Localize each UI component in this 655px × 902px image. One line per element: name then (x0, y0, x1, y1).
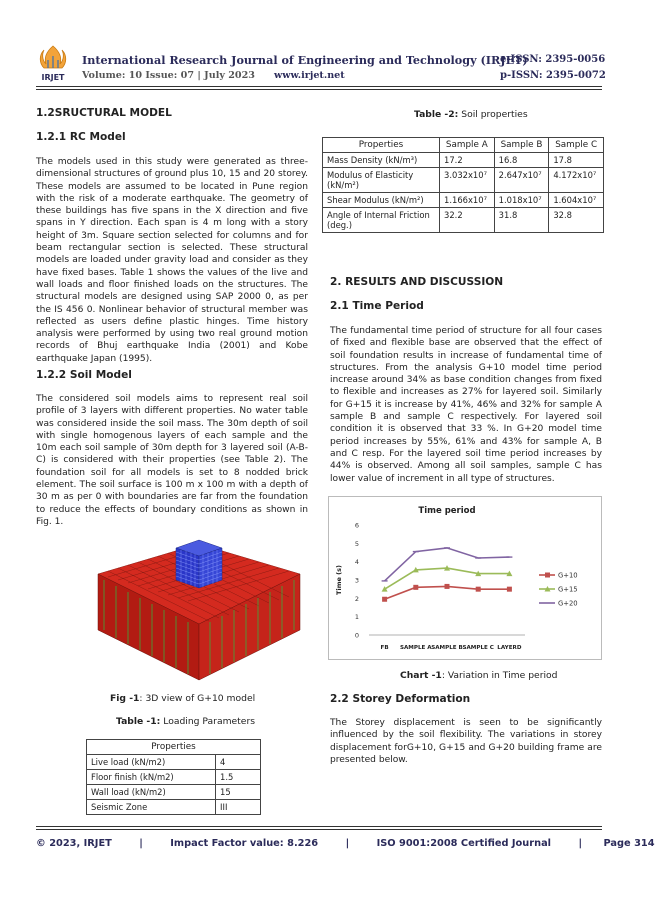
table-cell: Shear Modulus (kN/m²) (323, 193, 440, 208)
table1-label: Table -1: (116, 716, 161, 727)
footer-iso: ISO 9001:2008 Certified Journal (376, 838, 552, 849)
table-row (323, 168, 604, 193)
table2-caption-text: Soil properties (458, 109, 528, 120)
table2-label: Table -2: (414, 109, 459, 120)
footer-separator: | (139, 838, 143, 849)
chart-y-tick-label: 3 (354, 576, 359, 585)
table1-caption-text: Loading Parameters (160, 716, 256, 727)
section-heading-time-period: 2.1 Time Period (330, 300, 424, 312)
table-cell: Floor finish (kN/m2) (87, 770, 216, 785)
chart-caption (400, 670, 557, 681)
chart-x-tick-label: SAMPLE B (431, 645, 463, 651)
e-issn: e-ISSN: 2395-0056 (500, 54, 606, 65)
footer-separator: | (578, 838, 583, 849)
table-cell: Live load (kN/m2) (87, 755, 216, 770)
table-cell: 4.172x10⁷ (549, 168, 604, 193)
figure-3d-model (98, 534, 300, 680)
table-header-cell: Sample A (440, 138, 495, 153)
table-cell: 17.8 (549, 153, 604, 168)
website-link[interactable]: www.irjet.net (274, 70, 345, 81)
chart-caption-text: : Variation in Time period (441, 670, 558, 681)
footer-divider (36, 829, 602, 830)
chart-x-tick-label: SAMPLE C (462, 645, 494, 651)
table-cell: 31.8 (494, 208, 549, 233)
footer-divider (36, 826, 602, 827)
table-cell: Wall load (kN/m2) (87, 785, 216, 800)
table-header-cell: Properties (87, 740, 261, 755)
chart-x-tick-label: LAYERD (497, 645, 522, 651)
figure-label: Fig -1 (110, 693, 140, 704)
chart-y-tick-label: 5 (354, 539, 359, 548)
p-issn: p-ISSN: 2395-0072 (500, 70, 606, 81)
volume-issue: Volume: 10 Issue: 07 | July 2023 (82, 70, 255, 81)
logo-text: IRJET (41, 73, 65, 82)
paragraph-soil-model: The considered soil models aims to represent real soil profile of 3 layers with different properties. No water table was considered inside the soil mass. The 30m depth of soil with single homogenous layers of each sample and the 10m each soil sample of 30m depth for 3 layered soil (A-B-C) is considered with their properties (see Table 2). The foundation soil for all models is set to 8 nodded brick element. The soil surface is 100 m x 100 m with a depth of 30 m as per 0 with boundaries are far from the foundation to reduce the effects of boundary conditions as shown in Fig. 1. (36, 394, 308, 527)
section-heading-soil-model: 1.2.2 Soil Model (36, 369, 132, 381)
figure-caption (110, 693, 255, 704)
table-header-row (87, 740, 261, 755)
table-cell: 1.018x10⁷ (494, 193, 549, 208)
table-row (87, 770, 261, 785)
table-cell: 1.604x10⁷ (549, 193, 604, 208)
table1-caption (116, 716, 255, 727)
table-cell: III (216, 800, 261, 815)
paragraph-rc-model: The models used in this study were generated as three-dimensional structures of ground plus 10, 15 and 20 storey. These models are assumed to be located in Pune region with the risk of a moderate earthquake. The geometry of these buildings has five spans in the X direction and five spans in Y direction. Each span is 4 m long with a story height of 3m. Square section selected for columns and for beam rectangular section is selected. These structural models are loaded under gravity load and consider as they have fixed bases. Table 1 shows the values of the live and wall loads and floor finished loads on the structures. The structural models are designed using SAP 2000 0, as per the IS 456 0. Nonlinear behavior of structural member was reflected as users define plastic hinges. Time history analysis were performed by using two real ground motion records of Bhuj earthquake India (2001) and Kobe earthquake Japan (1995). (36, 157, 308, 364)
table-cell: 32.2 (440, 208, 495, 233)
table-cell: Angle of Internal Friction (deg.) (323, 208, 440, 233)
chart-x-tick-label: SAMPLE A (399, 645, 432, 651)
table-cell: 16.8 (494, 153, 549, 168)
chart-point (413, 585, 418, 590)
table-header-cell: Sample C (549, 138, 604, 153)
irjet-logo (36, 44, 70, 84)
chart-x-tick-label: FB (380, 645, 389, 651)
table-row (323, 208, 604, 233)
table-cell: 4 (216, 755, 261, 770)
chart-y-tick-label: 0 (354, 631, 359, 640)
chart-legend-marker (545, 573, 550, 578)
soil-properties-table (322, 137, 604, 233)
table-header-row (323, 138, 604, 153)
chart-y-tick-label: 1 (354, 613, 359, 622)
table-cell: 32.8 (549, 208, 604, 233)
table-row (87, 785, 261, 800)
section-heading-storey-deformation: 2.2 Storey Deformation (330, 693, 471, 705)
table-cell: Mass Density (kN/m³) (323, 153, 440, 168)
table-cell: 1.166x10⁷ (440, 193, 495, 208)
page-footer (36, 838, 655, 849)
chart-legend-label: G+10 (558, 571, 578, 580)
chart-y-tick-label: 4 (354, 558, 359, 567)
chart-title: Time period (418, 506, 476, 516)
journal-title: International Research Journal of Engineering and Technology (IRJET) (82, 53, 528, 67)
chart-series-line-g-20 (385, 548, 510, 581)
table-cell: Modulus of Elasticity (kN/m²) (323, 168, 440, 193)
section-heading-rc-model: 1.2.1 RC Model (36, 131, 126, 143)
footer-impact-factor: Impact Factor value: 8.226 (170, 838, 319, 849)
paragraph-time-period: The fundamental time period of structure for all four cases of fixed and flexible base are observed that the effect of soil foundation results in increase of fundamental time of structures. From the analysis G+10 model time period increase around 34% as base condition changes from fixed to flexible and increases as 27% for layered soil. Similarly for G+15 it is increase by 41%, 46% and 32% for sample A sample B and sample C respectively. For layered soil condition it is observed that 33 %. In G+20 model time period increases by 55%, 61% and 43% for sample A, B and C resp. For the layered soil time period increases by 44% is observed. Among all soil samples, sample C has lower value of increment in all type of structures. (330, 326, 602, 484)
section-heading-results: 2. RESULTS AND DISCUSSION (330, 276, 504, 288)
table-header-cell: Sample B (494, 138, 549, 153)
table-cell: 15 (216, 785, 261, 800)
loading-parameters-table (86, 739, 261, 815)
paragraph-storey-deformation: The Storey displacement is seen to be significantly influenced by the soil flexibility. The variations in storey displacement forG+10, G+15 and G+20 building frame are presented below. (330, 718, 602, 765)
figure-caption-text: : 3D view of G+10 model (139, 693, 256, 704)
chart-point (507, 587, 512, 592)
time-period-chart (329, 497, 601, 659)
table-cell: 2.647x10⁷ (494, 168, 549, 193)
chart-legend-label: G+15 (558, 585, 578, 594)
chart-y-tick-label: 2 (354, 594, 359, 603)
chart-y-tick-label: 6 (354, 521, 359, 530)
table-row (323, 153, 604, 168)
chart-point (445, 584, 450, 589)
table-header-cell: Properties (323, 138, 440, 153)
table-row (323, 193, 604, 208)
chart-container (328, 496, 602, 660)
table-row (87, 800, 261, 815)
table-cell: 3.032x10⁷ (440, 168, 495, 193)
footer-copyright: © 2023, IRJET (36, 838, 112, 849)
table-cell: Seismic Zone (87, 800, 216, 815)
footer-page-number: Page 314 (603, 838, 655, 849)
chart-point (476, 587, 481, 592)
footer-separator: | (345, 838, 350, 849)
table-row (87, 755, 261, 770)
section-heading-structural-model: 1.2SRUCTURAL MODEL (36, 107, 172, 119)
table-cell: 17.2 (440, 153, 495, 168)
chart-point (382, 597, 387, 602)
chart-y-axis-label: Time (s) (335, 565, 343, 595)
chart-legend-label: G+20 (558, 599, 578, 608)
header-divider (36, 86, 602, 87)
header-divider (36, 89, 602, 90)
table-cell: 1.5 (216, 770, 261, 785)
chart-label: Chart -1 (400, 670, 442, 681)
table2-caption (414, 109, 528, 120)
